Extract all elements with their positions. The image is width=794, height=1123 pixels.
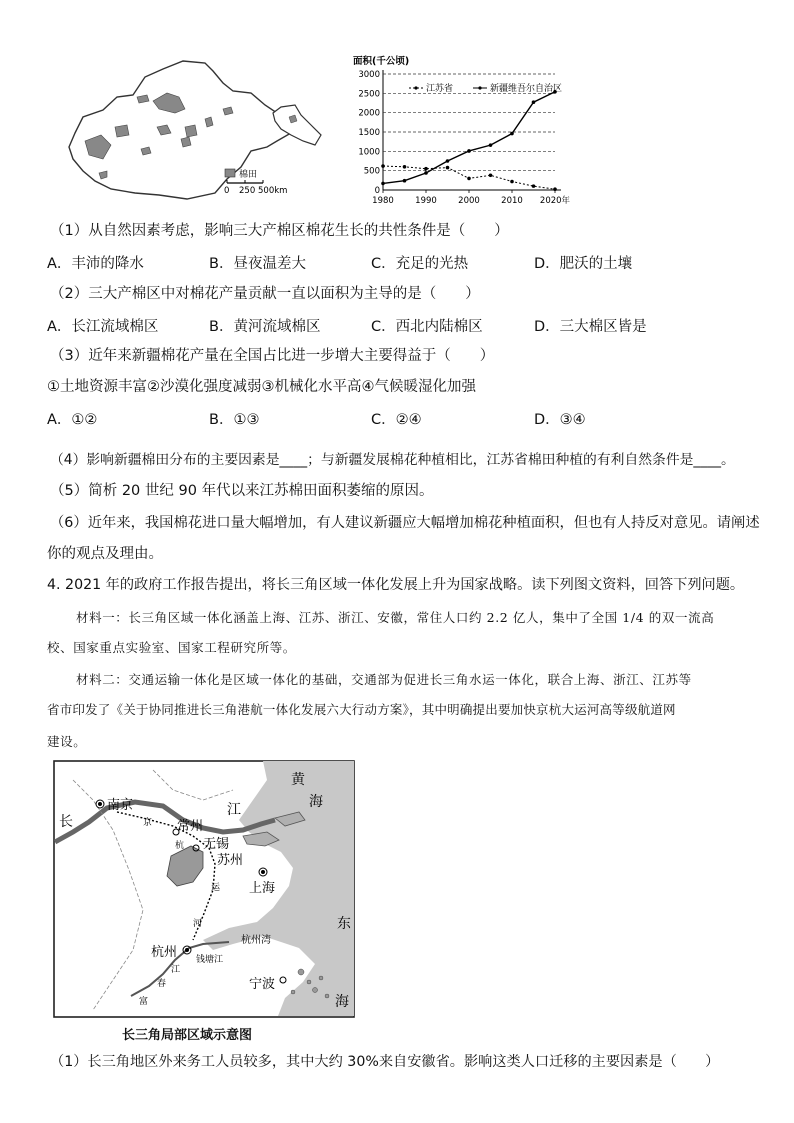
label-nanjing: 南京 <box>107 798 134 813</box>
label-shanghai: 上海 <box>249 881 276 896</box>
label-hai-2: 海 <box>335 994 349 1010</box>
data-point <box>381 182 385 186</box>
map-caption: 长三角局部区域示意图 <box>122 1028 253 1043</box>
series-line-2 <box>383 92 555 184</box>
x-tick-label: 2020年 <box>539 196 571 206</box>
question-3-stem: （3）近年来新疆棉花产量在全国占比进一步增大主要得益于（ ） <box>50 348 495 364</box>
question-4-intro: 4. 2021 年的政府工作报告提出，将长三角区域一体化发展上升为国家战略。读下列图文资料，回答下列问题。 <box>47 577 745 593</box>
legend-label-1: 江苏省 <box>426 84 454 94</box>
material-2-line1: 材料二：交通运输一体化是区域一体化的基础，交通部为促进长三角水运一体化，联合上海、浙江、江苏等 <box>76 672 692 687</box>
x-tick-label: 1980 <box>372 196 394 206</box>
question-1-option-b[interactable]: B．昼夜温差大 <box>209 256 306 272</box>
data-point <box>532 100 536 104</box>
legend-label: 棉田 <box>239 170 258 180</box>
legend-marker <box>478 86 481 89</box>
legend-label-2: 新疆维吾尔自治区 <box>490 84 563 94</box>
question-6-line2: 你的观点及理由。 <box>47 546 163 562</box>
material-1-line2: 校、国家重点实验室、国家工程研究所等。 <box>47 640 296 655</box>
question-5-text: （5）简析 20 世纪 90 年代以来江苏棉田面积萎缩的原因。 <box>50 483 434 499</box>
label-jiang: 江 <box>227 802 241 818</box>
label-jiang-2: 江 <box>171 965 181 975</box>
label-huang: 黄 <box>291 772 305 788</box>
question-6-line1: （6）近年来，我国棉花进口量大幅增加，有人建议新疆应大幅增加棉花种植面积，但也有人持反对意见。请阐述 <box>50 515 760 531</box>
cotton-patch <box>181 137 191 147</box>
cotton-field-map <box>55 55 340 210</box>
area-line-chart <box>345 52 590 214</box>
question-2-stem: （2）三大产棉区中对棉花产量贡献一直以面积为主导的是（ ） <box>50 286 480 302</box>
label-changzhou: 常州 <box>177 819 204 834</box>
data-point <box>510 132 514 136</box>
label-canal-yun: 运 <box>211 883 221 893</box>
label-canal-he: 河 <box>193 919 203 929</box>
data-point <box>403 165 407 169</box>
question-1-option-d[interactable]: D．肥沃的土壤 <box>534 256 633 272</box>
label-hangzhou: 杭州 <box>151 945 178 960</box>
scale-tick: 250 <box>239 186 256 196</box>
question-1-option-a[interactable]: A．丰沛的降水 <box>47 256 144 272</box>
label-hangzhouwan: 杭州湾 <box>241 935 271 946</box>
data-point <box>489 174 493 178</box>
legend-marker <box>414 86 417 89</box>
label-suzhou: 苏州 <box>217 853 244 868</box>
label-qiantangjiang: 钱塘江 <box>196 955 224 965</box>
question-2-option-a[interactable]: A．长江流域棉区 <box>47 319 159 335</box>
y-tick-label: 1000 <box>358 147 380 158</box>
question-3-option-a[interactable]: A．①② <box>47 412 98 428</box>
y-tick-label: 3000 <box>358 70 380 80</box>
y-tick-label: 500 <box>363 166 380 177</box>
question-3-option-c[interactable]: C．②④ <box>371 412 422 428</box>
question-3-option-b[interactable]: B．①③ <box>209 412 260 428</box>
yangtze-delta-map <box>53 760 355 1020</box>
data-point <box>446 166 450 170</box>
x-tick-label: 1990 <box>415 196 437 206</box>
cotton-patch <box>185 125 197 137</box>
data-point <box>424 167 428 171</box>
question-2-option-c[interactable]: C．西北内陆棉区 <box>371 319 483 335</box>
material-2-line2: 省市印发了《关于协同推进长三角港航一体化发展六大行动方案》，其中明确提出要加快京杭大运河高等级航道网 <box>47 702 676 717</box>
label-ningbo: 宁波 <box>249 977 276 992</box>
data-point <box>510 180 514 184</box>
scale-tick: 500km <box>258 186 288 196</box>
y-tick-label: 2000 <box>358 108 380 119</box>
label-canal-jing: 京 <box>143 818 153 828</box>
label-hai-1: 海 <box>309 794 323 810</box>
legend-swatch <box>225 169 235 177</box>
label-chang: 长 <box>59 814 73 830</box>
data-point <box>532 184 536 188</box>
y-tick-label: 0 <box>374 186 380 196</box>
data-point <box>446 159 450 163</box>
cotton-patch <box>115 125 129 137</box>
label-chun: 春 <box>157 979 167 989</box>
x-tick-label: 2010 <box>501 196 523 206</box>
y-axis-label: 面积(千公顷) <box>353 56 410 67</box>
y-tick-label: 2500 <box>358 89 380 100</box>
label-canal-hang: 杭 <box>175 841 185 851</box>
material-2-line3: 建设。 <box>47 734 87 749</box>
label-wuxi: 无锡 <box>203 837 230 852</box>
data-point <box>553 187 557 191</box>
question-1-option-c[interactable]: C．充足的光热 <box>371 256 469 272</box>
data-point <box>381 164 385 168</box>
label-dong: 东 <box>337 916 351 932</box>
data-point <box>403 179 407 183</box>
data-point <box>489 143 493 147</box>
data-point <box>467 149 471 153</box>
data-point <box>467 177 471 181</box>
question-4-text: （4）影响新疆棉田分布的主要因素是____；与新疆发展棉花种植相比，江苏省棉田种植的有利自然条件是____。 <box>50 452 735 468</box>
scale-tick: 0 <box>224 186 230 196</box>
question-3-statements: ①土地资源丰富②沙漠化强度减弱③机械化水平高④气候暖湿化加强 <box>47 379 476 395</box>
question-4-1-stem: （1）长三角地区外来务工人员较多，其中大约 30%来自安徽省。影响这类人口迁移的主要因素是（ ） <box>50 1054 720 1070</box>
question-1-stem: （1）从自然因素考虑，影响三大产棉区棉花生长的共性条件是（ ） <box>50 223 509 239</box>
question-3-option-d[interactable]: D．③④ <box>534 412 586 428</box>
y-tick-label: 1500 <box>358 128 380 138</box>
question-2-option-d[interactable]: D．三大棉区皆是 <box>534 319 647 335</box>
data-point <box>424 171 428 175</box>
question-2-option-b[interactable]: B．黄河流域棉区 <box>209 319 321 335</box>
label-fu: 富 <box>139 997 149 1007</box>
x-tick-label: 2000 <box>458 196 480 206</box>
material-1-line1: 材料一：长三角区域一体化涵盖上海、江苏、浙江、安徽，常住人口约 2.2 亿人，集中了全国 1/4 的双一流高 <box>76 610 715 625</box>
